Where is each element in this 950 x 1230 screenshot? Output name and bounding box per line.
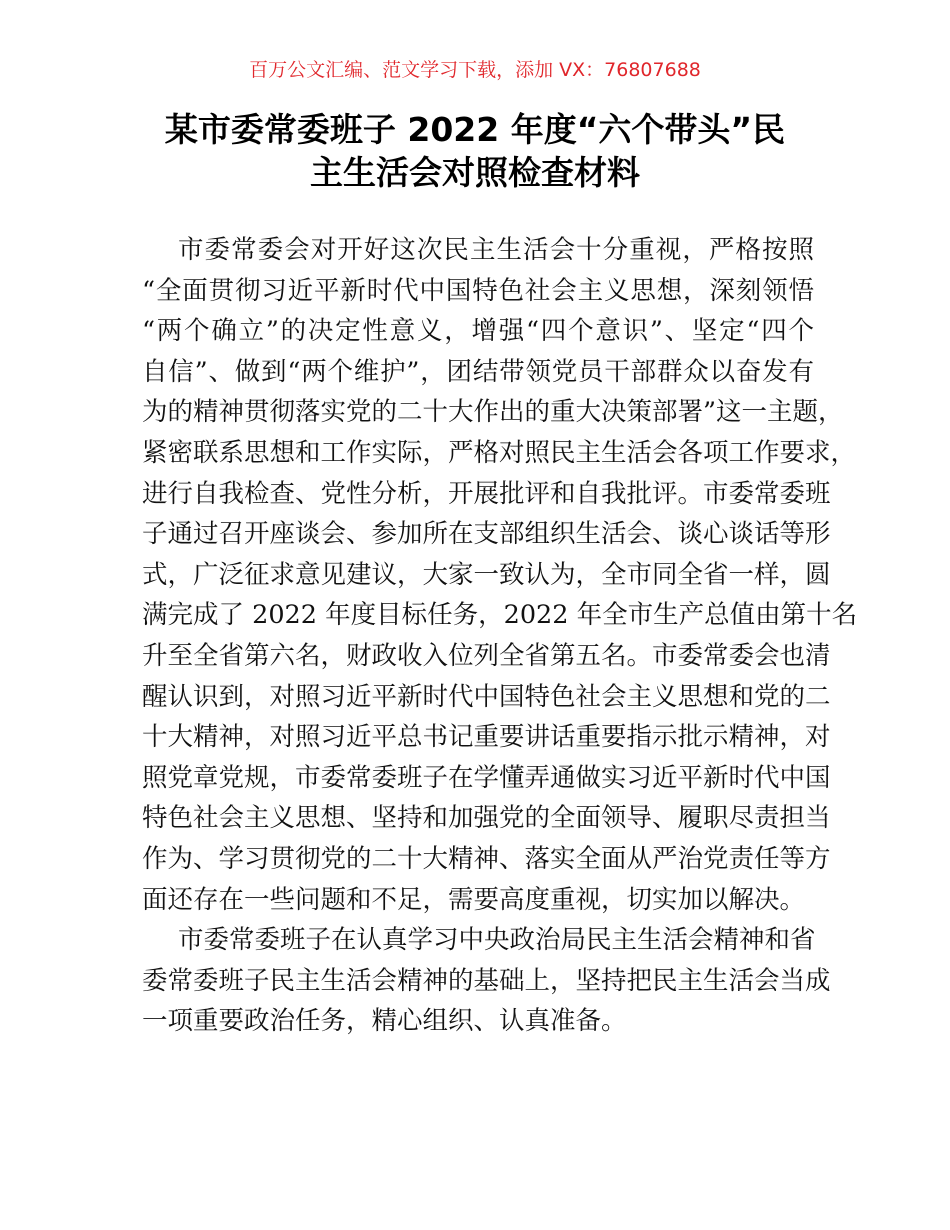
- text-line: 升至全省第六名，财政收入位列全省第五名。市委常委会也清: [142, 640, 831, 671]
- text-line: 醒认识到，对照习近平新时代中国特色社会主义思想和党的二: [142, 681, 831, 712]
- document-body: [142, 230, 858, 1042]
- text-line: 委常委班子民主生活会精神的基础上，坚持把民主生活会当成: [142, 965, 831, 996]
- text-line: 作为、学习贯彻党的二十大精神、落实全面从严治党责任等方: [142, 843, 831, 874]
- text-line: 照党章党规，市委常委班子在学懂弄通做实习近平新时代中国: [142, 762, 831, 793]
- text-line: “两个确立”的决定性意义，增强“四个意识”、坚定“四个: [142, 316, 814, 347]
- text-line: 市委常委会对开好这次民主生活会十分重视，严格按照: [178, 235, 814, 265]
- text-line: 一项重要政治任务，精心组织、认真准备。: [142, 1006, 627, 1037]
- text-line: 为的精神贯彻落实党的二十大作出的重大决策部署”这一主题，: [142, 397, 844, 428]
- title-line: 某市委常委班子 2022 年度“六个带头”民: [164, 110, 786, 149]
- text-line: “全面贯彻习近平新时代中国特色社会主义思想，深刻领悟: [142, 275, 814, 306]
- paragraph-2: [142, 920, 831, 1042]
- text-line: 自信”、做到“两个维护”，团结带领党员干部群众以奋发有: [142, 356, 814, 387]
- text-line: 十大精神，对照习近平总书记重要讲话重要指示批示精神，对: [142, 722, 831, 753]
- text-line: 市委常委班子在认真学习中央政治局民主生活会精神和省: [178, 925, 816, 956]
- text-line: 特色社会主义思想、坚持和加强党的全面领导、履职尽责担当: [142, 803, 831, 834]
- text-line: 面还存在一些问题和不足，需要高度重视，切实加以解决。: [142, 884, 806, 915]
- text-line: 满完成了 2022 年度目标任务，2022 年全市生产总值由第十名: [142, 600, 858, 631]
- text-line: 子通过召开座谈会、参加所在支部组织生活会、谈心谈话等形: [142, 519, 831, 550]
- text-line: 式，广泛征求意见建议，大家一致认为，全市同全省一样，圆: [142, 559, 831, 590]
- paragraph-1: [142, 230, 858, 920]
- document-title: [100, 108, 850, 194]
- text-line: 进行自我检查、党性分析，开展批评和自我批评。市委常委班: [142, 478, 831, 509]
- title-line: 主生活会对照检查材料: [310, 153, 640, 192]
- watermark-banner: 百万公文汇编、范文学习下载，添加 VX：76807688: [249, 59, 701, 81]
- text-line: 紧密联系思想和工作实际，严格对照民主生活会各项工作要求，: [142, 437, 857, 468]
